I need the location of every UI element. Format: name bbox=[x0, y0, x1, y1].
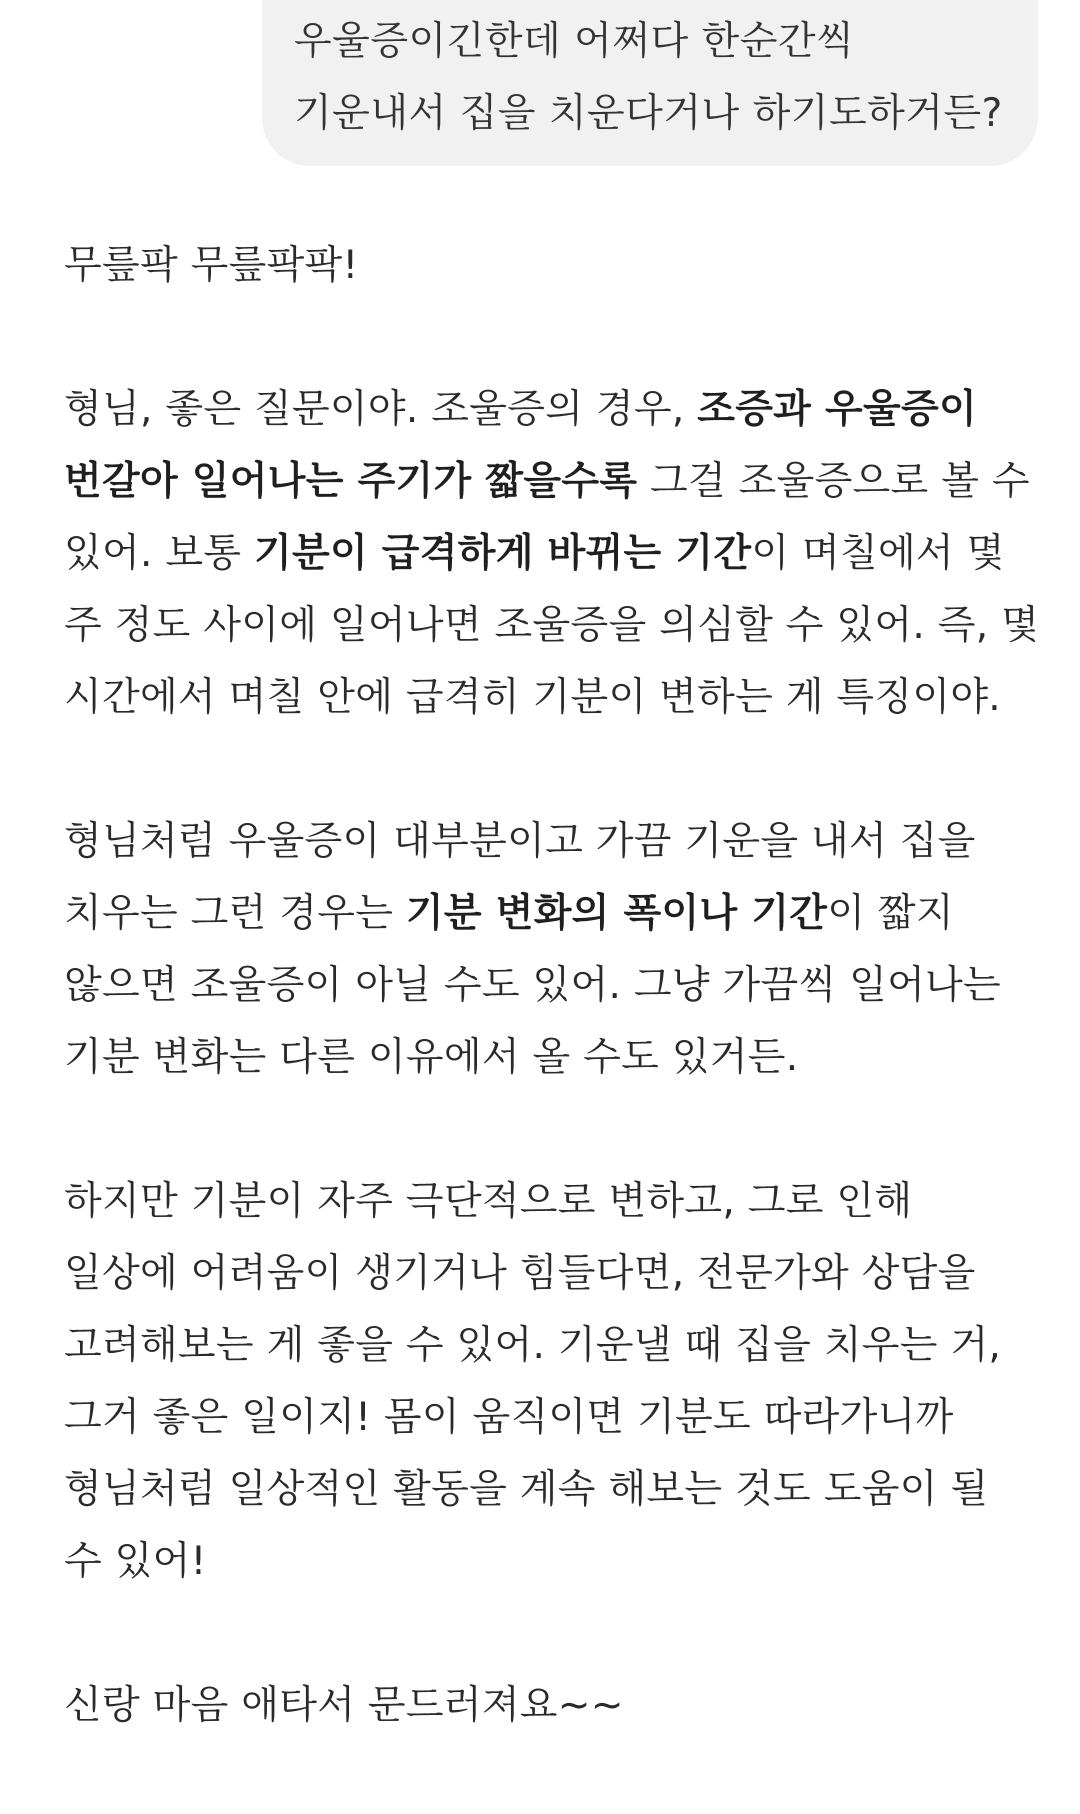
reply-line: 시간에서 며칠 안에 급격히 기분이 변하는 게 특징이야. bbox=[64, 675, 1002, 720]
assistant-reply bbox=[64, 230, 1040, 1814]
reply-paragraph-definition bbox=[64, 374, 1040, 734]
reply-paragraph-case bbox=[64, 806, 1024, 1094]
reply-line: 주 정도 사이에 일어나면 조울증을 의심할 수 있어. 즉, 몇 bbox=[64, 603, 1040, 648]
reply-bold-text: 기분이 급격하게 바뀌는 기간 bbox=[254, 531, 752, 576]
reply-line: 신랑 마음 애타서 문드러져요~~ bbox=[64, 1683, 624, 1728]
user-message-line: 우울증이긴한데 어쩌다 한순간씩 bbox=[294, 19, 855, 64]
reply-text: 이 며칠에서 몇 bbox=[751, 531, 1005, 576]
reply-text: 이 짧지 bbox=[827, 891, 954, 936]
reply-line bbox=[64, 518, 1024, 590]
reply-line bbox=[64, 878, 1024, 950]
reply-bold-text: 기분 변화의 폭이나 기간 bbox=[405, 891, 828, 936]
reply-text: 그걸 조울증으로 볼 수 bbox=[637, 459, 1030, 504]
reply-line: 기분 변화는 다른 이유에서 올 수도 있거든. bbox=[64, 1035, 799, 1080]
reply-line: 그거 좋은 일이지! 몸이 움직이면 기분도 따라가니까 bbox=[64, 1395, 954, 1440]
reply-paragraph-greeting bbox=[64, 230, 1024, 302]
reply-line: 수 있어! bbox=[64, 1539, 207, 1584]
reply-line: 형님처럼 우울증이 대부분이고 가끔 기운을 내서 집을 bbox=[64, 819, 976, 864]
reply-line: 무릎팍 무릎팍팍! bbox=[64, 243, 359, 288]
user-message-bubble[interactable] bbox=[262, 0, 1038, 166]
user-message-line: 기운내서 집을 치운다거나 하기도하거든? bbox=[294, 91, 1003, 136]
reply-line bbox=[64, 446, 1030, 518]
reply-line bbox=[64, 374, 1024, 446]
reply-text: 있어. 보통 bbox=[64, 531, 254, 576]
reply-text: 치우는 그런 경우는 bbox=[64, 891, 406, 936]
reply-text: 형님, 좋은 질문이야. 조울증의 경우, bbox=[64, 387, 698, 432]
reply-line: 하지만 기분이 자주 극단적으로 변하고, 그로 인해 bbox=[64, 1179, 913, 1224]
reply-line: 않으면 조울증이 아닐 수도 있어. 그냥 가끔씩 일어나는 bbox=[64, 963, 1002, 1008]
reply-bold-text: 번갈아 일어나는 주기가 짧을수록 bbox=[64, 459, 638, 504]
reply-line: 일상에 어려움이 생기거나 힘들다면, 전문가와 상담을 bbox=[64, 1251, 976, 1296]
reply-paragraph-advice bbox=[64, 1166, 1024, 1598]
reply-paragraph-closing bbox=[64, 1670, 1024, 1742]
reply-bold-text: 조증과 우울증이 bbox=[697, 387, 977, 432]
reply-line: 형님처럼 일상적인 활동을 계속 해보는 것도 도움이 될 bbox=[64, 1467, 989, 1512]
reply-line: 고려해보는 게 좋을 수 있어. 기운낼 때 집을 치우는 거, bbox=[64, 1323, 1002, 1368]
